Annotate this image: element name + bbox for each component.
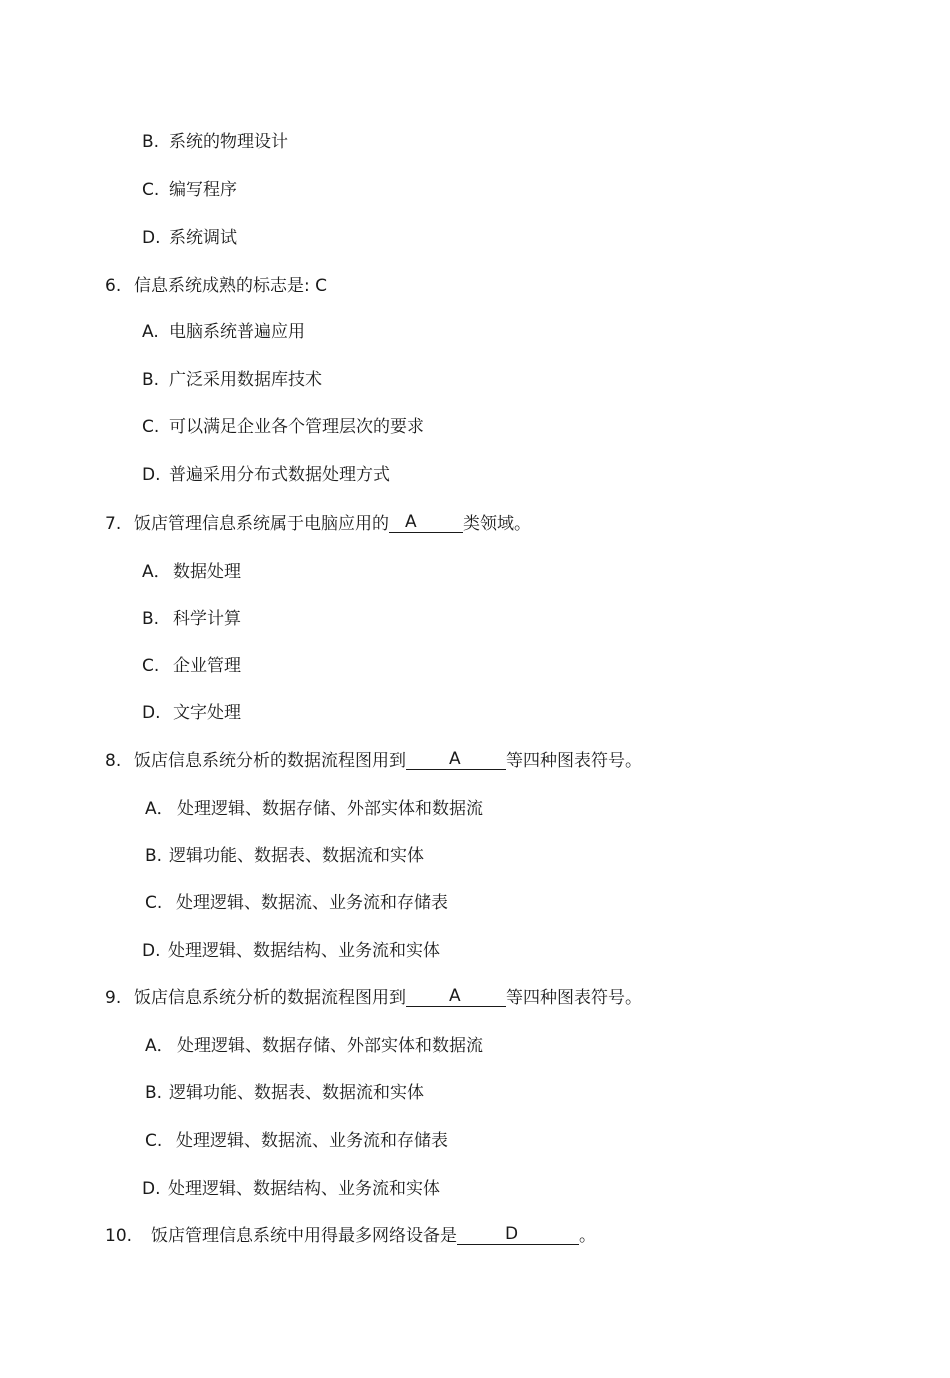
option-label: A．	[142, 562, 171, 582]
question-number: 10.	[105, 1226, 133, 1246]
option-text: 处理逻辑、数据存储、外部实体和数据流	[177, 1036, 483, 1056]
option-label: D.	[142, 703, 161, 723]
option-text: 数据处理	[173, 562, 241, 582]
option-label: B.	[145, 846, 163, 866]
question-text: 饭店管理信息系统中用得最多网络设备是	[151, 1226, 457, 1246]
option-line	[142, 1177, 440, 1201]
answer-blank: A	[406, 749, 506, 770]
question-text-after: 等四种图表符号。	[506, 751, 642, 771]
option-line	[142, 939, 440, 963]
option-text: 电脑系统普遍应用	[169, 322, 305, 342]
option-line	[142, 607, 241, 631]
question-line	[105, 274, 327, 298]
option-line	[142, 320, 305, 344]
option-label: A．	[145, 1036, 174, 1056]
option-text: 可以满足企业各个管理层次的要求	[169, 417, 424, 437]
option-label: D.	[142, 465, 161, 485]
option-line	[142, 701, 241, 725]
option-label: D.	[142, 1179, 161, 1199]
option-line	[142, 463, 390, 487]
option-line	[142, 560, 241, 584]
option-label: B.	[145, 1083, 163, 1103]
question-text: 饭店信息系统分析的数据流程图用到	[134, 988, 406, 1008]
option-text: 处理逻辑、数据流、业务流和存储表	[176, 893, 448, 913]
option-text: 逻辑功能、数据表、数据流和实体	[169, 1083, 424, 1103]
option-label: B.	[142, 370, 160, 390]
option-label: D.	[142, 228, 161, 248]
option-label: B.	[142, 609, 160, 629]
option-line	[145, 891, 448, 915]
answer-blank: A	[389, 512, 463, 533]
question-text: 饭店管理信息系统属于电脑应用的	[134, 514, 389, 534]
option-label: A．	[145, 799, 174, 819]
option-line	[145, 1034, 483, 1058]
option-label: C.	[145, 893, 163, 913]
option-text: 逻辑功能、数据表、数据流和实体	[169, 846, 424, 866]
option-text: 企业管理	[173, 656, 241, 676]
question-number: 6.	[105, 276, 122, 296]
question-text: 信息系统成熟的标志是: C	[134, 276, 328, 296]
option-label: C.	[145, 1131, 163, 1151]
option-text: 科学计算	[173, 609, 241, 629]
option-label: C.	[142, 180, 160, 200]
question-line	[105, 749, 642, 773]
option-line	[145, 844, 424, 868]
answer-blank: D	[457, 1224, 579, 1245]
question-line	[105, 1224, 596, 1248]
option-line	[145, 1081, 424, 1105]
option-text: 编写程序	[169, 180, 237, 200]
question-text-after: 。	[579, 1226, 596, 1246]
option-text: 处理逻辑、数据结构、业务流和实体	[168, 1179, 440, 1199]
option-text: 普遍采用分布式数据处理方式	[169, 465, 390, 485]
option-line	[142, 178, 237, 202]
option-label: D.	[142, 941, 161, 961]
option-line	[142, 654, 241, 678]
option-text: 广泛采用数据库技术	[169, 370, 322, 390]
option-text: 处理逻辑、数据结构、业务流和实体	[168, 941, 440, 961]
question-line	[105, 512, 531, 536]
question-text-after: 等四种图表符号。	[506, 988, 642, 1008]
option-line	[142, 368, 322, 392]
option-line	[142, 415, 424, 439]
question-number: 9.	[105, 988, 122, 1008]
option-label: A.	[142, 322, 159, 342]
option-text: 处理逻辑、数据流、业务流和存储表	[176, 1131, 448, 1151]
option-text: 处理逻辑、数据存储、外部实体和数据流	[177, 799, 483, 819]
option-line	[142, 226, 237, 250]
option-text: 系统的物理设计	[169, 132, 288, 152]
question-text-after: 类领域。	[463, 514, 531, 534]
question-number: 7.	[105, 514, 122, 534]
option-text: 系统调试	[169, 228, 237, 248]
option-label: C.	[142, 656, 160, 676]
option-label: C.	[142, 417, 160, 437]
option-line	[145, 1129, 448, 1153]
question-number: 8.	[105, 751, 122, 771]
answer-blank: A	[406, 986, 506, 1007]
option-line	[145, 797, 483, 821]
option-line	[142, 130, 288, 154]
question-text: 饭店信息系统分析的数据流程图用到	[134, 751, 406, 771]
option-label: B.	[142, 132, 160, 152]
question-line	[105, 986, 642, 1010]
option-text: 文字处理	[173, 703, 241, 723]
